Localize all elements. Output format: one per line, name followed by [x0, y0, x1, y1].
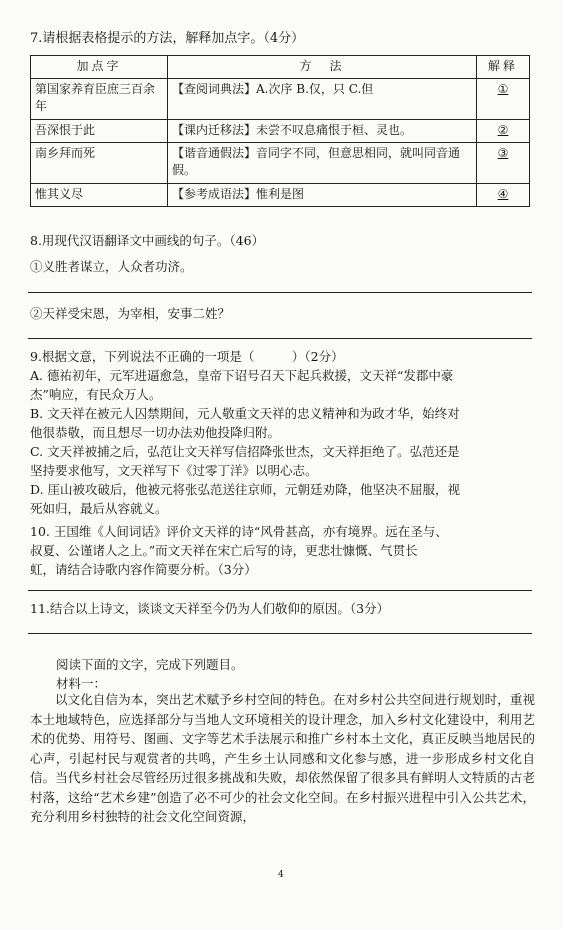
- question-9-title: 9.根据文意，下列说法不正确的一项是（ ）（2分）: [30, 349, 344, 364]
- table-row: [31, 79, 530, 120]
- question-10-line-1: 10. 王国维《人间词话》评价文天祥的诗“风骨甚高，亦有境界。远在圣与、: [30, 524, 448, 539]
- reading-instruction: 阅读下面的文字，完成下列题目。: [56, 657, 244, 672]
- question-7-table: [30, 55, 530, 207]
- option-d-line-2: 死如归，最后从容就义。: [30, 501, 168, 516]
- question-8-item-1: ①义胜者谋立，人众者功济。: [30, 259, 193, 274]
- answer-number: ②: [497, 123, 509, 137]
- answer-blank[interactable]: [477, 79, 530, 120]
- answer-number: ③: [497, 146, 509, 160]
- question-8-item-2: ②天祥受宋恩，为宰相，安事二姓？: [30, 306, 231, 321]
- row-method: 【谐音通假法】音同字不同，但意思相同，就叫同音通假。: [168, 143, 477, 184]
- row-method: 【参考成语法】惟利是图: [168, 184, 477, 207]
- page-number: 4: [278, 870, 284, 880]
- question-10-line-3: 虹，请结合诗歌内容作简要分析。（3分）: [30, 562, 257, 577]
- answer-line[interactable]: [28, 338, 532, 339]
- row-method: 【查阅词典法】A.次序 B.仅，只 C.但: [168, 79, 477, 120]
- option-c-line-2: 坚持要求他写，文天祥写下《过零丁洋》以明心志。: [30, 463, 318, 478]
- answer-number: ④: [497, 187, 509, 201]
- question-9-options: [30, 366, 460, 518]
- answer-blank[interactable]: [477, 143, 530, 184]
- row-word: 惟其义尽: [31, 184, 168, 207]
- option-d-line-1: D. 厓山被攻破后，他被元将张弘范送往京师，元朝廷劝降，他坚决不屈服，视: [30, 482, 461, 497]
- header-method: 方 法: [168, 56, 477, 79]
- answer-line[interactable]: [28, 292, 532, 293]
- header-explanation: 解释: [477, 56, 530, 79]
- passage-paragraph: 以文化自信为本，突出艺术赋予乡村空间的特色。在对乡村公共空间进行规划时，重视本土地域特色，应选择部分与当地人文环境相关的设计理念，加入乡村文化建设中，利用艺术的优势、用符号、图画、文字等艺术手法展示和推广乡村本土文化，真正反映当地居民的心声，引起村民与观赏者的共鸣，产生乡土认同感和文化参与感，进一步形成乡村文化自信。当代乡村社会尽管经历过很多挑战和失败，却依然保留了很多具有鲜明人文特质的古老村落，这给“艺术乡建”创造了必不可少的社会文化空间。在乡村振兴进程中引入公共艺术，充分利用乡村独特的社会文化空间资源，: [30, 692, 535, 824]
- answer-line[interactable]: [28, 633, 532, 634]
- option-b-line-1: B. 文天祥在被元人囚禁期间，元人敬重文天祥的忠义精神和为政才华，始终对: [30, 406, 460, 421]
- answer-blank[interactable]: [477, 184, 530, 207]
- header-word: 加点字: [31, 56, 168, 79]
- answer-number: ①: [497, 82, 509, 96]
- row-word: 吾深恨于此: [31, 120, 168, 143]
- row-word: 南乡拜而死: [31, 143, 168, 184]
- answer-blank[interactable]: [477, 120, 530, 143]
- question-10: [30, 522, 448, 579]
- option-b-line-2: 他很恭敬，而且想尽一切办法劝他投降归附。: [30, 425, 281, 440]
- option-a-line-2: 杰”响应，有民众万人。: [30, 387, 162, 402]
- question-11-title: 11.结合以上诗文，谈谈文天祥至今仍为人们敬仰的原因。（3分）: [30, 601, 390, 616]
- row-word: 第国家养育臣庶三百余年: [31, 79, 168, 120]
- material-label: 材料一：: [56, 676, 107, 691]
- question-7-title: 7.请根据表格提示的方法，解释加点字。（4分）: [30, 31, 305, 46]
- table-row: [31, 143, 530, 184]
- option-a-line-1: A. 德祐初年，元军进逼愈急，皇帝下诏号召天下起兵救援，文天祥“发郡中豪: [30, 368, 454, 383]
- table-header-row: [31, 56, 530, 79]
- answer-line[interactable]: [28, 590, 532, 591]
- reading-passage: [30, 690, 535, 827]
- row-method: 【课内迁移法】未尝不叹息痛恨于桓、灵也。: [168, 120, 477, 143]
- option-c-line-1: C. 文天祥被捕之后，弘范让文天祥写信招降张世杰，文天祥拒绝了。弘范还是: [30, 444, 460, 459]
- table-row: [31, 184, 530, 207]
- table-row: [31, 120, 530, 143]
- question-8-title: 8.用现代汉语翻译文中画线的句子。（46）: [30, 233, 265, 248]
- question-10-line-2: 叔夏、公谨诸人之上。”而文天祥在宋亡后写的诗，更悲壮慷慨、气贯长: [30, 543, 418, 558]
